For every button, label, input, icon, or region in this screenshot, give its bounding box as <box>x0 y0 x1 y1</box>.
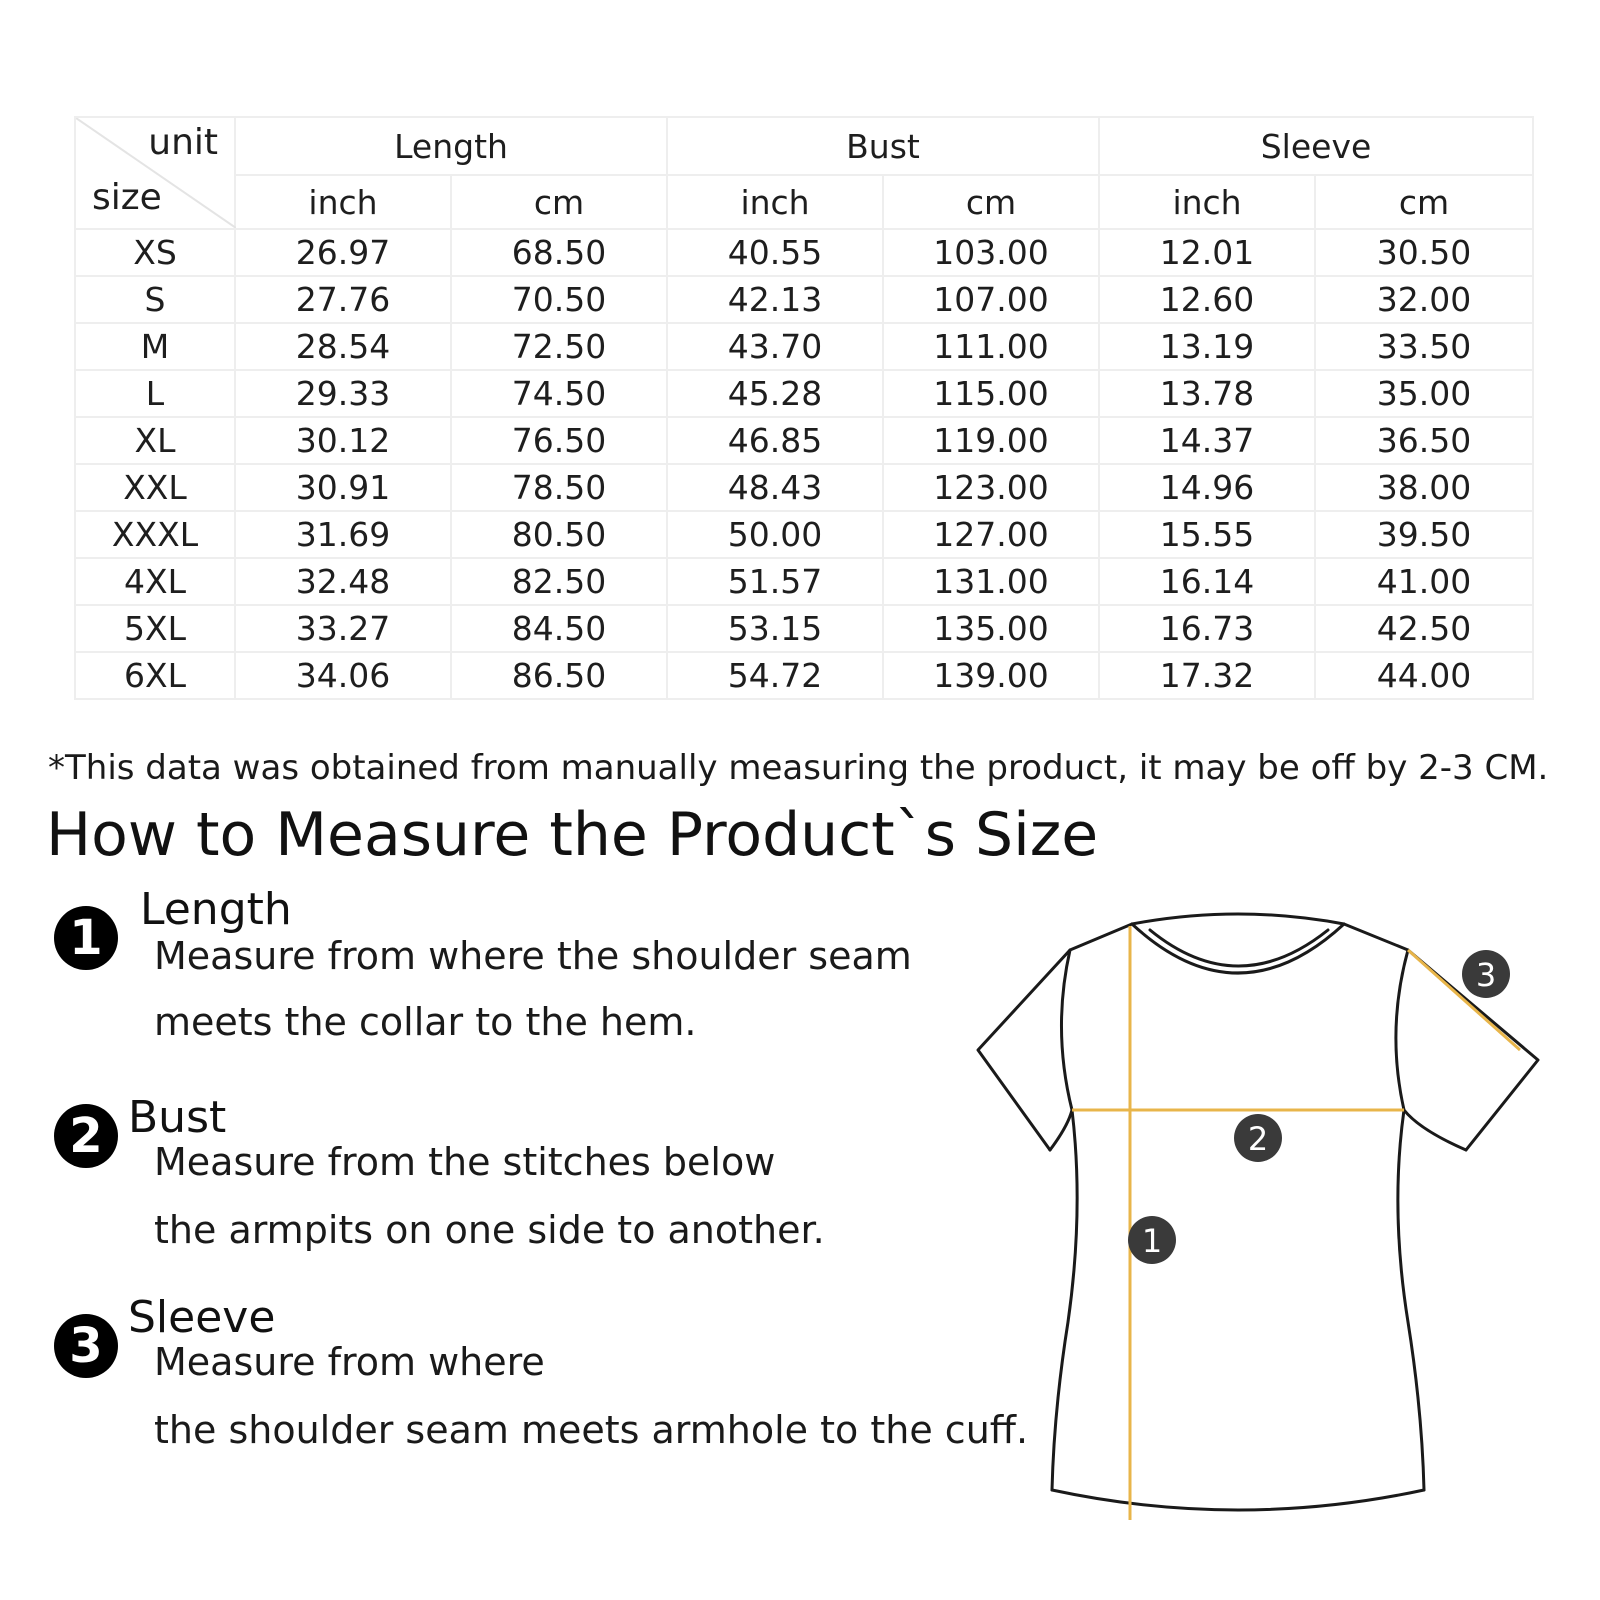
value-cell: 131.00 <box>883 558 1099 605</box>
value-cell: 13.19 <box>1099 323 1315 370</box>
step-sleeve-line-2: the shoulder seam meets armhole to the cuff. <box>154 1408 1029 1452</box>
size-cell: XL <box>75 417 235 464</box>
table-row <box>75 558 1533 605</box>
table-body <box>75 229 1533 699</box>
size-cell: 5XL <box>75 605 235 652</box>
unit-sleeve-cm: cm <box>1315 175 1533 229</box>
value-cell: 72.50 <box>451 323 667 370</box>
value-cell: 39.50 <box>1315 511 1533 558</box>
value-cell: 111.00 <box>883 323 1099 370</box>
value-cell: 76.50 <box>451 417 667 464</box>
table-row <box>75 652 1533 699</box>
value-cell: 115.00 <box>883 370 1099 417</box>
size-cell: S <box>75 276 235 323</box>
size-chart-table <box>74 116 1534 700</box>
step-length-title: Length <box>140 884 292 935</box>
value-cell: 27.76 <box>235 276 451 323</box>
size-cell: XXXL <box>75 511 235 558</box>
table-row <box>75 323 1533 370</box>
value-cell: 30.91 <box>235 464 451 511</box>
value-cell: 53.15 <box>667 605 883 652</box>
value-cell: 103.00 <box>883 229 1099 276</box>
value-cell: 70.50 <box>451 276 667 323</box>
unit-sleeve-inch: inch <box>1099 175 1315 229</box>
step-bust-line-1: Measure from the stitches below <box>154 1140 776 1184</box>
measurement-note: *This data was obtained from manually measuring the product, it may be off by 2-3 CM. <box>48 748 1549 788</box>
table-row <box>75 464 1533 511</box>
table-row <box>75 417 1533 464</box>
value-cell: 32.00 <box>1315 276 1533 323</box>
value-cell: 78.50 <box>451 464 667 511</box>
value-cell: 12.01 <box>1099 229 1315 276</box>
step-3-badge-icon: 3 <box>54 1314 118 1378</box>
marker-sleeve <box>1462 950 1510 998</box>
value-cell: 33.50 <box>1315 323 1533 370</box>
size-cell: XS <box>75 229 235 276</box>
value-cell: 33.27 <box>235 605 451 652</box>
value-cell: 123.00 <box>883 464 1099 511</box>
value-cell: 42.13 <box>667 276 883 323</box>
unit-bust-inch: inch <box>667 175 883 229</box>
value-cell: 34.06 <box>235 652 451 699</box>
value-cell: 43.70 <box>667 323 883 370</box>
size-cell: 4XL <box>75 558 235 605</box>
value-cell: 82.50 <box>451 558 667 605</box>
size-cell: M <box>75 323 235 370</box>
value-cell: 54.72 <box>667 652 883 699</box>
value-cell: 16.73 <box>1099 605 1315 652</box>
value-cell: 46.85 <box>667 417 883 464</box>
unit-length-inch: inch <box>235 175 451 229</box>
corner-size-label: size <box>92 177 162 218</box>
value-cell: 12.60 <box>1099 276 1315 323</box>
value-cell: 29.33 <box>235 370 451 417</box>
unit-length-cm: cm <box>451 175 667 229</box>
header-bust: Bust <box>667 117 1099 175</box>
step-length <box>50 884 1010 1070</box>
unit-bust-cm: cm <box>883 175 1099 229</box>
table-row <box>75 511 1533 558</box>
size-cell: XXL <box>75 464 235 511</box>
corner-unit-label: unit <box>148 122 218 163</box>
marker-bust <box>1234 1114 1282 1162</box>
marker-2-label: 2 <box>1247 1120 1269 1158</box>
value-cell: 28.54 <box>235 323 451 370</box>
step-sleeve-title: Sleeve <box>128 1292 276 1343</box>
marker-1-label: 1 <box>1141 1222 1163 1260</box>
value-cell: 32.48 <box>235 558 451 605</box>
table-corner-cell <box>75 117 235 229</box>
value-cell: 31.69 <box>235 511 451 558</box>
marker-length <box>1128 1216 1176 1264</box>
value-cell: 127.00 <box>883 511 1099 558</box>
value-cell: 14.96 <box>1099 464 1315 511</box>
step-sleeve-line-1: Measure from where <box>154 1340 545 1384</box>
value-cell: 15.55 <box>1099 511 1315 558</box>
marker-3-label: 3 <box>1475 956 1497 994</box>
step-2-badge-icon: 2 <box>54 1104 118 1168</box>
value-cell: 17.32 <box>1099 652 1315 699</box>
how-to-measure-title: How to Measure the Product`s Size <box>46 800 1099 870</box>
step-bust <box>50 1092 1010 1278</box>
step-bust-title: Bust <box>128 1092 227 1143</box>
size-cell: 6XL <box>75 652 235 699</box>
value-cell: 50.00 <box>667 511 883 558</box>
value-cell: 35.00 <box>1315 370 1533 417</box>
size-cell: L <box>75 370 235 417</box>
value-cell: 38.00 <box>1315 464 1533 511</box>
value-cell: 44.00 <box>1315 652 1533 699</box>
value-cell: 80.50 <box>451 511 667 558</box>
table-row <box>75 276 1533 323</box>
table-header-groups <box>75 117 1533 175</box>
value-cell: 119.00 <box>883 417 1099 464</box>
value-cell: 36.50 <box>1315 417 1533 464</box>
value-cell: 74.50 <box>451 370 667 417</box>
value-cell: 41.00 <box>1315 558 1533 605</box>
value-cell: 84.50 <box>451 605 667 652</box>
table-row <box>75 370 1533 417</box>
table-header-units <box>75 175 1533 229</box>
step-bust-line-2: the armpits on one side to another. <box>154 1208 825 1252</box>
value-cell: 26.97 <box>235 229 451 276</box>
value-cell: 107.00 <box>883 276 1099 323</box>
header-length: Length <box>235 117 667 175</box>
table-row <box>75 229 1533 276</box>
tshirt-diagram <box>960 910 1560 1530</box>
value-cell: 139.00 <box>883 652 1099 699</box>
tshirt-outline <box>978 914 1538 1510</box>
value-cell: 135.00 <box>883 605 1099 652</box>
value-cell: 30.12 <box>235 417 451 464</box>
value-cell: 51.57 <box>667 558 883 605</box>
step-sleeve <box>50 1292 1029 1482</box>
value-cell: 16.14 <box>1099 558 1315 605</box>
value-cell: 45.28 <box>667 370 883 417</box>
value-cell: 42.50 <box>1315 605 1533 652</box>
value-cell: 86.50 <box>451 652 667 699</box>
value-cell: 68.50 <box>451 229 667 276</box>
value-cell: 48.43 <box>667 464 883 511</box>
value-cell: 13.78 <box>1099 370 1315 417</box>
table-row <box>75 605 1533 652</box>
step-1-badge-icon: 1 <box>54 906 118 970</box>
value-cell: 40.55 <box>667 229 883 276</box>
value-cell: 14.37 <box>1099 417 1315 464</box>
step-length-line-2: meets the collar to the hem. <box>154 1000 697 1044</box>
header-sleeve: Sleeve <box>1099 117 1533 175</box>
step-length-line-1: Measure from where the shoulder seam <box>154 934 912 978</box>
value-cell: 30.50 <box>1315 229 1533 276</box>
